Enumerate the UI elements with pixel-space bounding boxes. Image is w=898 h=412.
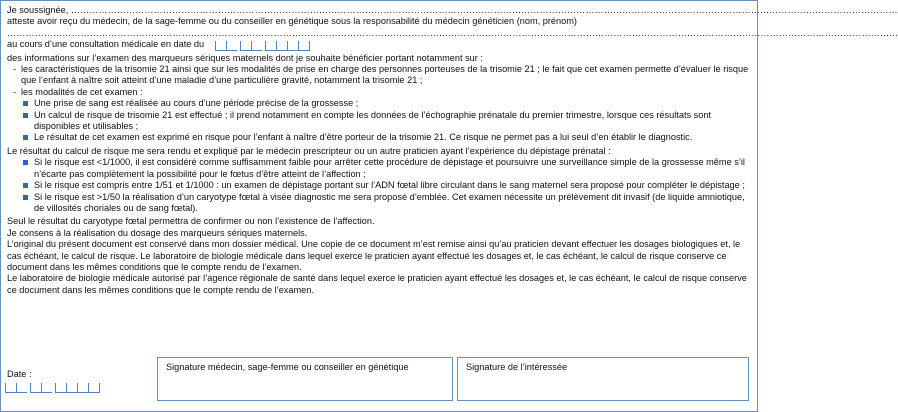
atteste-text: atteste avoir reçu du médecin, de la sage-femme ou du conseiller en génétique sous la responsabilité du médecin généticien (nom, prénom) xyxy=(7,16,577,27)
signature-interessee-label: Signature de l’intéressée xyxy=(466,362,568,372)
dash-list xyxy=(7,64,751,98)
risque-item: Si le risque est >1/50 la réalisation d’un caryotype fœtal à visée diagnostic me sera proposé d’emblée. Cet examen nécessite un prélèvement dit invasif (de liquide amniotique, de villosités choriales ou de sang fœtal). xyxy=(17,192,751,215)
consent-text: Je consens à la réalisation du dosage des marqueurs sériques maternels. xyxy=(7,227,308,238)
informations-text: des informations sur l’examen des marqueurs sériques maternels dont je souhaite bénéficier portant notamment sur : xyxy=(7,52,483,63)
signature-medecin-box[interactable] xyxy=(157,357,453,401)
signature-medecin-label: Signature médecin, sage-femme ou conseiller en génétique xyxy=(166,362,409,372)
date-cell[interactable] xyxy=(215,41,226,51)
date-label: Date : xyxy=(7,369,32,379)
signature-interessee-box[interactable] xyxy=(457,357,749,401)
date-cell[interactable] xyxy=(55,383,66,393)
risque-item: Si le risque est compris entre 1/51 et 1/1000 : un examen de dépistage portant sur l’ADN fœtal libre circulant dans le sang maternel sera proposé pour compléter le dépistage ; xyxy=(17,180,751,191)
date-cell[interactable] xyxy=(298,41,310,51)
footer xyxy=(1,357,757,411)
consultation-text: au cours d’une consultation médicale en date du xyxy=(7,39,205,50)
date-cell[interactable] xyxy=(226,41,237,51)
signature-date-boxes[interactable] xyxy=(5,383,100,393)
modalite-item: Une prise de sang est réalisée au cours d’une période précise de la grossesse ; xyxy=(17,98,751,109)
date-cell[interactable] xyxy=(66,383,77,393)
date-cell[interactable] xyxy=(77,383,88,393)
date-cell[interactable] xyxy=(41,383,52,393)
date-cell[interactable] xyxy=(287,41,298,51)
consultation-line xyxy=(7,39,751,50)
risque-item: Si le risque est <1/1000, il est considéré comme suffisamment faible pour arrêter cette procédure de dépistage et poursuivre une surveillance simple de la grossesse même s’il n’écarte pas complètement la possibilité pour le fœtus d’être atteint de l’affection ; xyxy=(17,157,751,180)
resultat-intro: Le résultat du calcul de risque me sera rendu et expliqué par le médecin prescripteur ou un autre praticien ayant l’expérience du dépistage prénatal : xyxy=(7,145,611,156)
date-cell[interactable] xyxy=(16,383,27,393)
date-cell[interactable] xyxy=(88,383,100,393)
date-cell[interactable] xyxy=(30,383,41,393)
date-cell[interactable] xyxy=(5,383,16,393)
date-cell[interactable] xyxy=(265,41,276,51)
risques-list xyxy=(7,157,751,214)
modalites-list xyxy=(7,98,751,144)
caryotype-text: Seul le résultat du caryotype fœtal permettra de confirmer ou non l’existence de l’affection. xyxy=(7,216,375,227)
praticien-name-line[interactable]: ………………………………………………………………………………………………………………………………………………………………………………………………………………………………………………………………… xyxy=(7,27,898,38)
date-cell[interactable] xyxy=(276,41,287,51)
consultation-date-boxes[interactable] xyxy=(215,41,310,51)
original-text: L’original du présent document est conservé dans mon dossier médical. Une copie de ce document m’est remise ainsi qu’au praticien devant effectuer les dosages biologiques et, le cas échéant, le calcul de risque. Le laboratoire de biologie médicale dans lequel exerce le praticien ayant effectué les dosages et, le cas échéant, le calcul de risque conserve ce document dans les mêmes conditions que le compte rendu de l’examen. xyxy=(7,239,741,272)
laboratoire-text: Le laboratoire de biologie médicale autorisé par l’agence régionale de santé dans lequel exerce le praticien ayant effectué les dosages et, le cas échéant, le calcul de risque conserve ce document dans les mêmes conditions que le compte rendu de l’examen. xyxy=(7,273,747,295)
date-cell[interactable] xyxy=(240,41,251,51)
soussigne-line[interactable]: Je soussignée, ……………………………………………………………………………………………………………………………………………………………………………………………………………………………………………… xyxy=(7,5,898,15)
modalite-item: Le résultat de cet examen est exprimé en risque pour l’enfant à naître d’être porteur de la trisomie 21. Ce risque ne permet pas à lui seul d’en établir le diagnostic. xyxy=(17,132,751,143)
dash-item-modalites: - les modalités de cet examen : xyxy=(13,87,751,98)
form-body xyxy=(7,5,898,296)
modalite-item: Un calcul de risque de trisomie 21 est effectué ; il prend notamment en compte les données de l’échographie prénatale du premier trimestre, lorsque ces résultats sont disponibles et utilisables ; xyxy=(17,110,751,133)
date-cell[interactable] xyxy=(251,41,262,51)
dash-item-caracteristiques: - les caractéristiques de la trisomie 21 ainsi que sur les modalités de prise en charge des personnes porteuses de la trisomie 21 ; le fait que cet examen permette d’évaluer le risque que l’enfant à naître soit atteint d’une maladie d’une particulière gravité, notamment la trisomie 21 ; xyxy=(13,64,751,87)
